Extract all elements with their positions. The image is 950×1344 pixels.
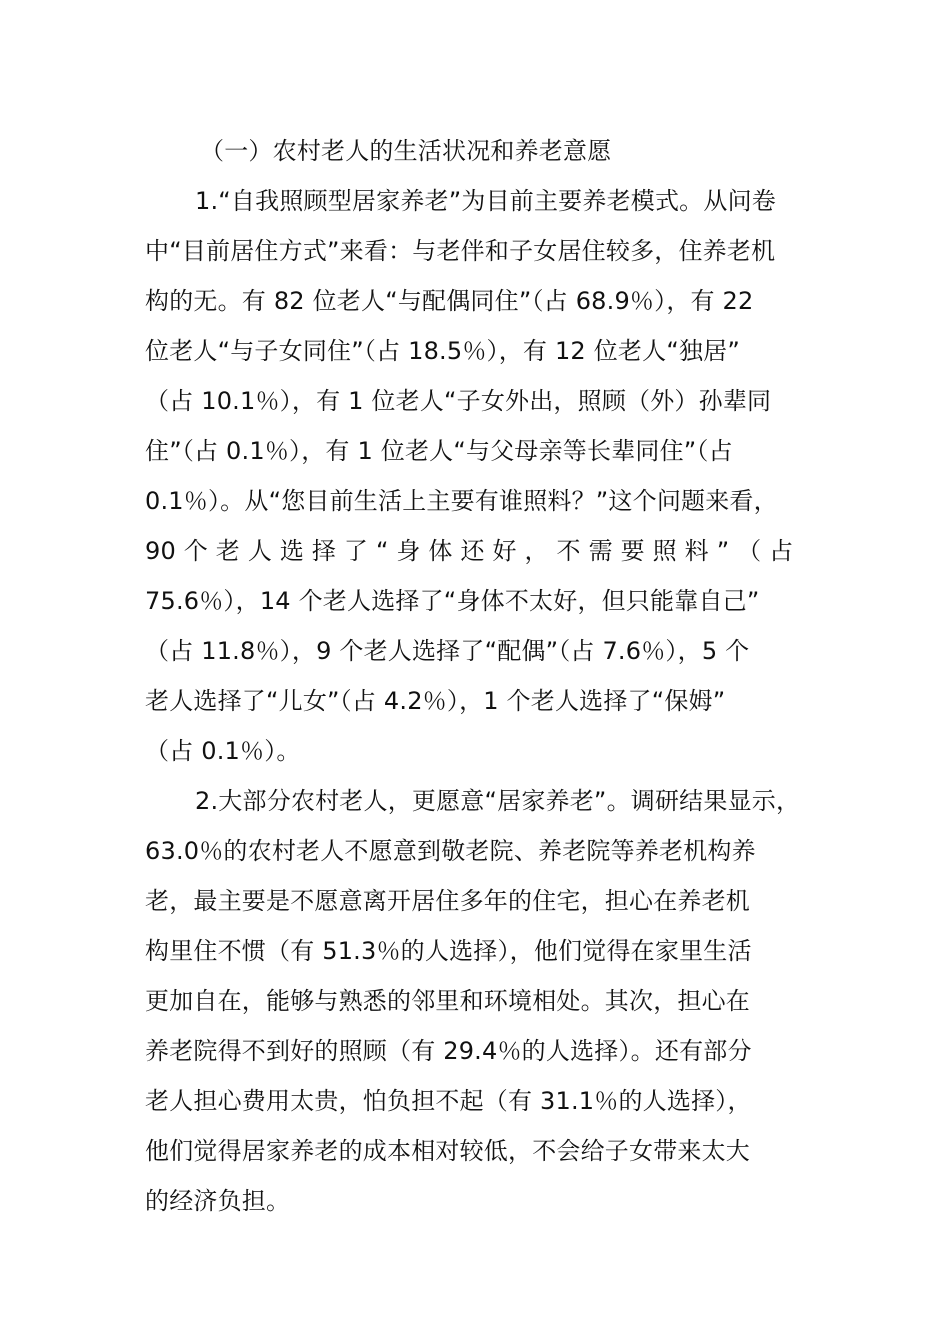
paragraph-line: （占 0.1％）。 [145, 737, 301, 765]
paragraph-line: 更加自在，能够与熟悉的邻里和环境相处。其次，担心在 [145, 987, 750, 1015]
paragraph-line: 75.6％），14 个老人选择了“身体不太好，但只能靠自己” [145, 587, 760, 615]
section-heading: （一）农村老人的生活状况和养老意愿 [200, 137, 612, 165]
paragraph-line: 中“目前居住方式”来看：与老伴和子女居住较多，住养老机 [145, 237, 776, 265]
paragraph-line: 构的无。有 82 位老人“与配偶同住”（占 68.9％），有 22 [145, 287, 754, 315]
paragraph-line: 1.“自我照顾型居家养老”为目前主要养老模式。从问卷 [195, 187, 776, 215]
paragraph-line: 他们觉得居家养老的成本相对较低，不会给子女带来太大 [145, 1137, 750, 1165]
paragraph-line: 养老院得不到好的照顾（有 29.4％的人选择）。还有部分 [145, 1037, 752, 1065]
paragraph-line: 位老人“与子女同住”（占 18.5％），有 12 位老人“独居” [145, 337, 740, 365]
paragraph-line: 63.0％的农村老人不愿意到敬老院、养老院等养老机构养 [145, 837, 756, 865]
paragraph-line: 老，最主要是不愿意离开居住多年的住宅，担心在养老机 [145, 887, 750, 915]
paragraph-line: （占 11.8％），9 个老人选择了“配偶”（占 7.6％），5 个 [145, 637, 750, 665]
paragraph-line: （占 10.1％），有 1 位老人“子女外出，照顾（外）孙辈同 [145, 387, 772, 415]
paragraph-line: 住”（占 0.1％），有 1 位老人“与父母亲等长辈同住”（占 [145, 437, 733, 465]
paragraph-line: 2.大部分农村老人，更愿意“居家养老”。调研结果显示， [195, 787, 801, 815]
paragraph-line: 老人选择了“儿女”（占 4.2％），1 个老人选择了“保姆” [145, 687, 726, 715]
paragraph-line: 0.1％）。从“您目前生活上主要有谁照料？”这个问题来看， [145, 487, 778, 515]
paragraph-line: 老人担心费用太贵，怕负担不起（有 31.1％的人选择）， [145, 1087, 752, 1115]
paragraph-line: 构里住不惯（有 51.3％的人选择），他们觉得在家里生活 [145, 937, 752, 965]
paragraph-line: 的经济负担。 [145, 1187, 291, 1215]
paragraph-line: 90 个 老 人 选 择 了 “ 身 体 还 好 ， 不 需 要 照 料 ” （ 占 [145, 537, 794, 565]
